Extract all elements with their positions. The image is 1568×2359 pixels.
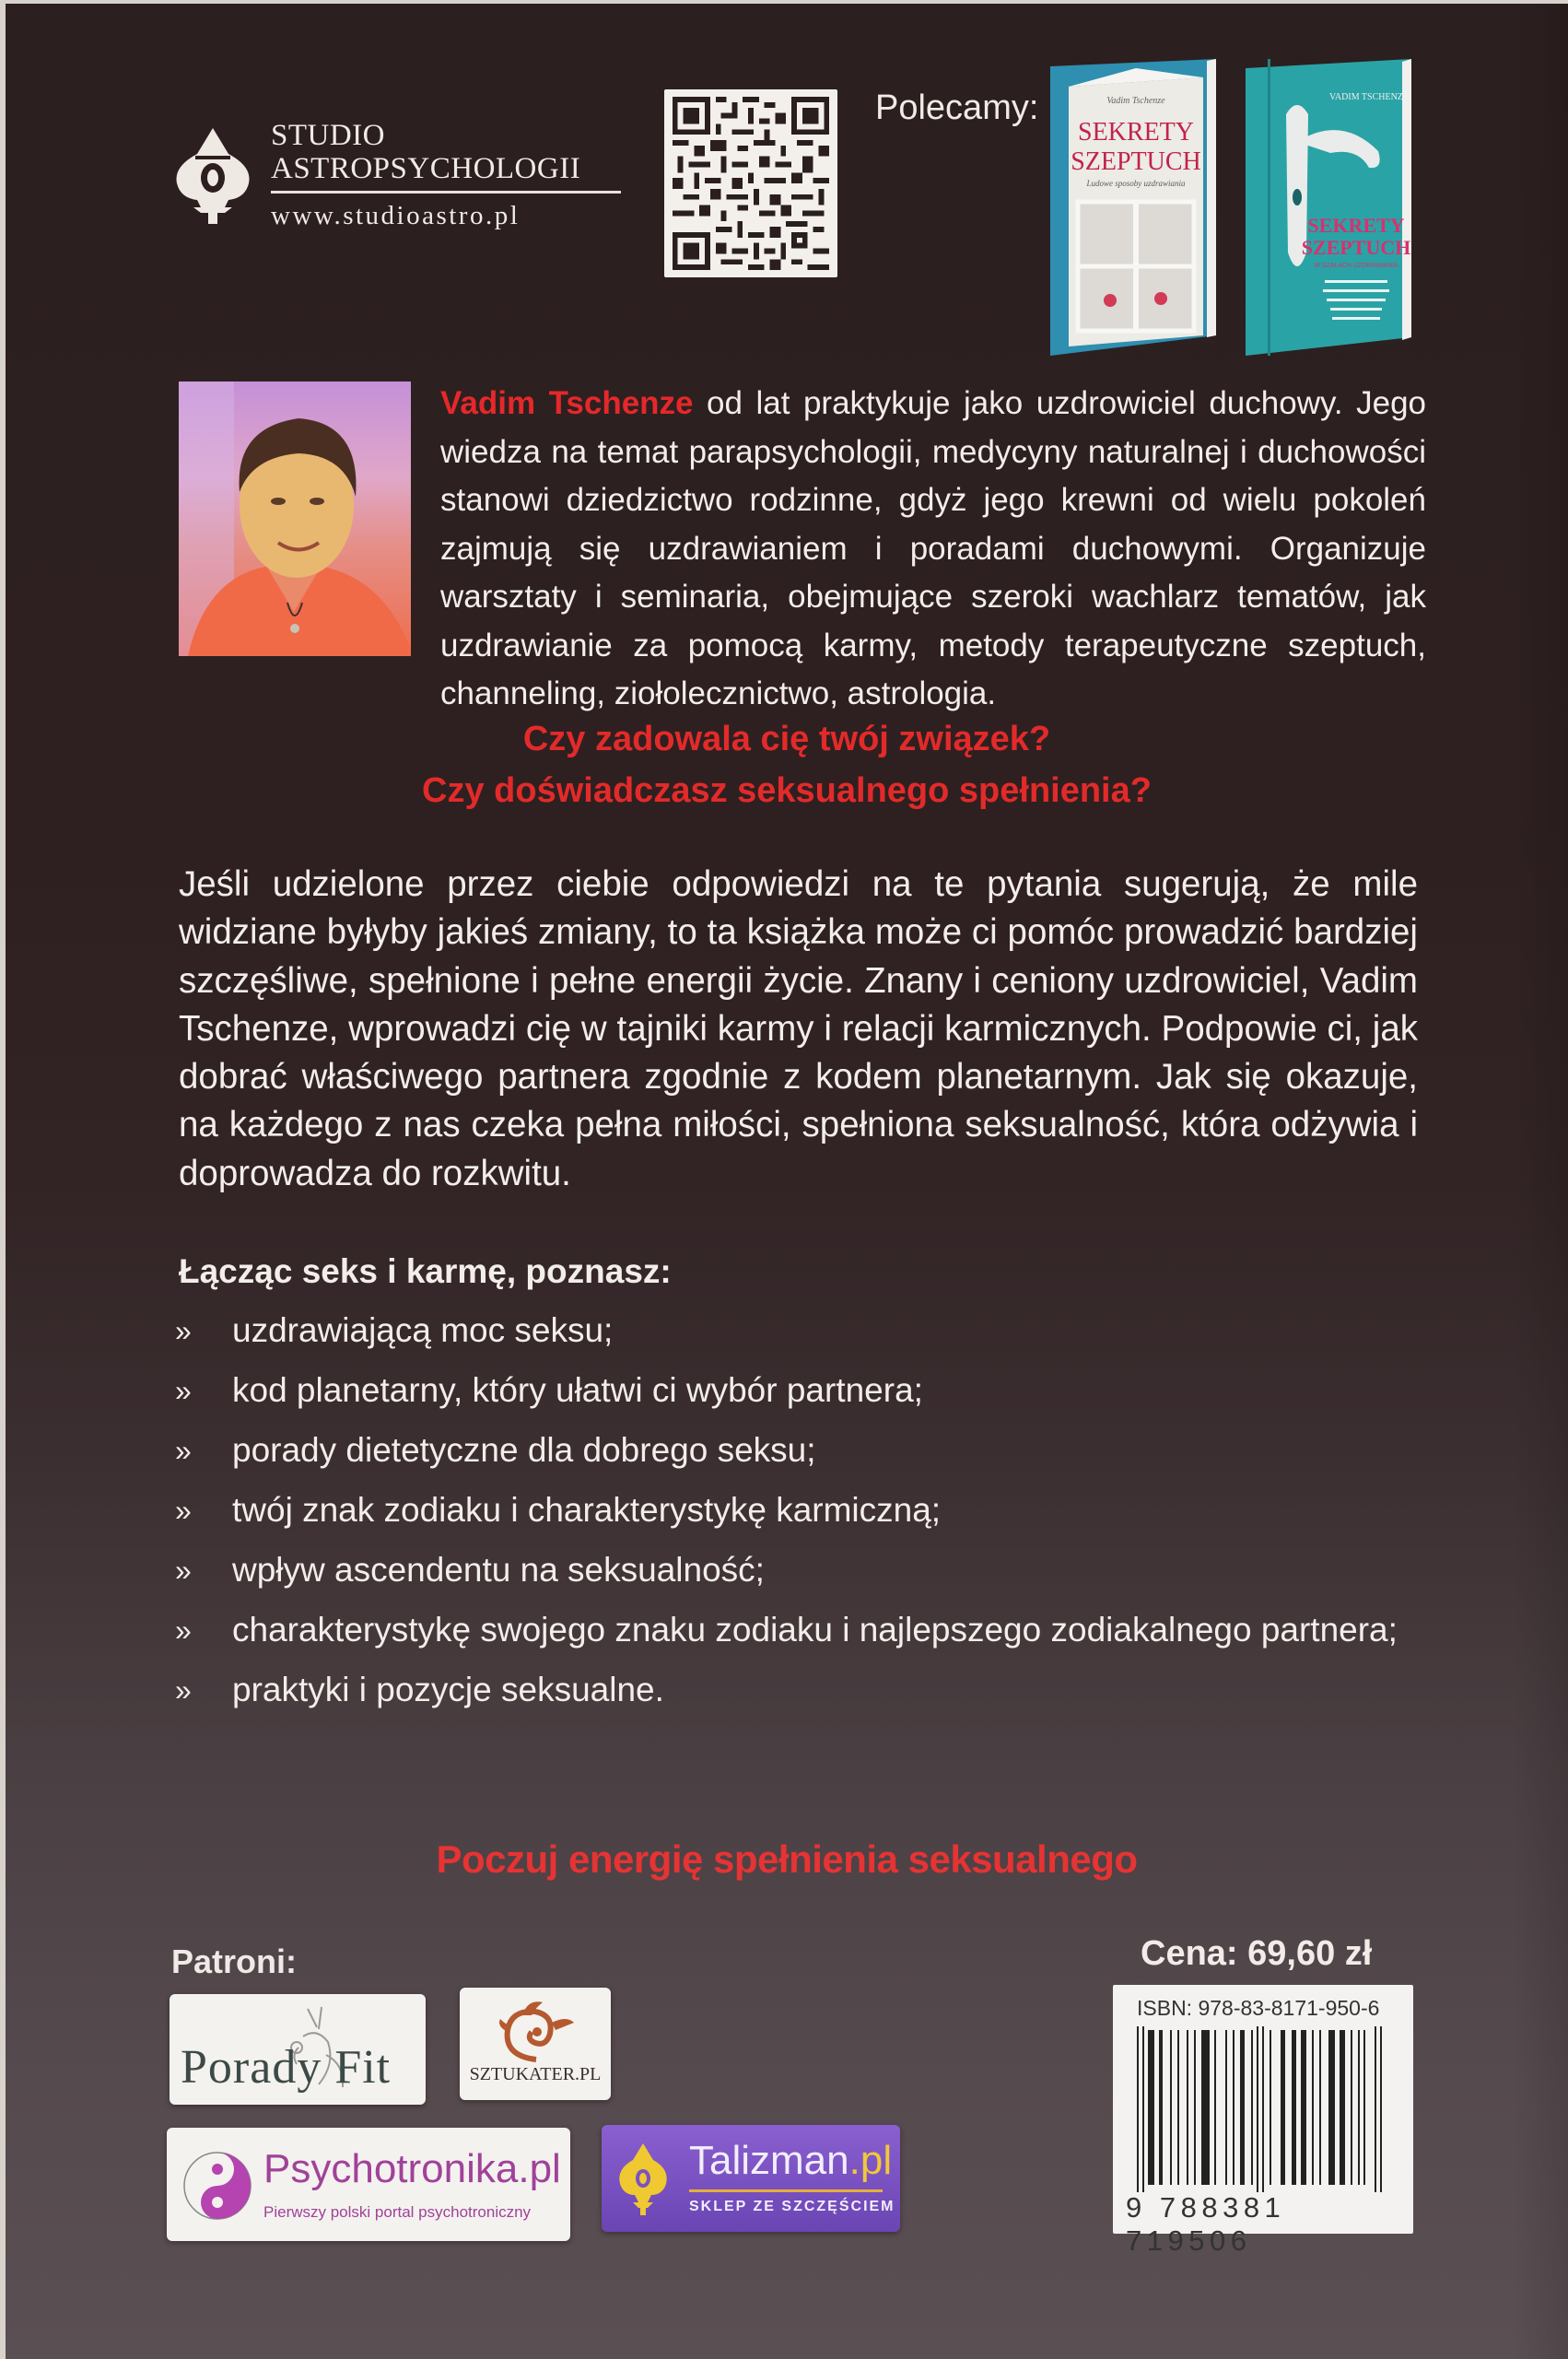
author-name: Vadim Tschenze (440, 385, 694, 421)
book1-title-2: SZEPTUCH (1071, 147, 1201, 176)
publisher-name-line1: STUDIO (271, 119, 385, 152)
bullet-icon: » (175, 1374, 192, 1407)
astro-drop-logo-icon (171, 124, 254, 226)
talizman-title: Talizman.pl (689, 2138, 893, 2183)
qr-code[interactable] (664, 89, 837, 277)
psychotronika-subtitle: Pierwszy polski portal psychotroniczny (263, 2203, 532, 2221)
sztukater-text: SZTUKATER.PL (469, 2064, 602, 2084)
book1-author: Vadim Tschenze (1106, 96, 1165, 106)
qr-code-icon (672, 97, 830, 270)
talizman-subtitle: SKLEP ZE SZCZĘŚCIEM (689, 2199, 895, 2214)
list-item: » charakterystykę swojego znaku zodiaku i najlepszego zodiakalnego partnera; (171, 1607, 1443, 1653)
barcode (1113, 1985, 1413, 2257)
book1-title-1: SEKRETY (1078, 118, 1194, 147)
question-2: Czy doświadczasz seksualnego spełnienia? (422, 771, 1152, 810)
bullet-icon: » (175, 1673, 192, 1707)
list-item: » wpływ ascendentu na seksualność; (171, 1547, 1443, 1593)
barcode-bars-icon (1133, 2026, 1391, 2192)
psychotronika-title: Psychotronika.pl (263, 2146, 561, 2191)
publisher-divider (271, 191, 621, 194)
bullet-icon: » (175, 1434, 192, 1467)
author-bio (440, 380, 1426, 719)
recommend-label: Polecamy: (875, 88, 1039, 127)
yin-yang-icon (181, 2150, 253, 2222)
tagline: Poczuj energię spełnienia seksualnego (436, 1837, 1138, 1881)
benefits-list (171, 1308, 1443, 1727)
isbn-text: ISBN: 978-83-8171-950-6 (1137, 1996, 1380, 2020)
question-1: Czy zadowala cię twój związek? (522, 720, 1051, 758)
ornament-icon (495, 1995, 578, 2063)
list-item: » porady dietetyczne dla dobrego seksu; (171, 1427, 1443, 1473)
bullet-icon: » (175, 1554, 192, 1587)
book-back-cover (6, 4, 1568, 2359)
list-item: » twój znak zodiaku i charakterystykę karmiczną; (171, 1487, 1443, 1533)
patron-porady-fit[interactable] (170, 1994, 426, 2105)
bullet-icon: » (175, 1494, 192, 1527)
patron-talizman[interactable] (602, 2125, 900, 2232)
list-item: » kod planetarny, który ułatwi ci wybór partnera; (171, 1367, 1443, 1414)
cover-shade (1513, 4, 1568, 2359)
patron-sztukater[interactable] (460, 1988, 611, 2100)
book1-subtitle: Ludowe sposoby uzdrawiania (1086, 179, 1186, 188)
recommended-book-1[interactable] (1041, 59, 1222, 356)
book2-title-1: SEKRETY (1307, 214, 1405, 237)
porady-fit-text: Porady Fit (181, 2041, 392, 2094)
publisher-url[interactable]: www.studioastro.pl (271, 201, 521, 230)
patron-psychotronika[interactable] (167, 2128, 570, 2241)
price-label: Cena: 69,60 zł (1141, 1934, 1373, 1973)
recommended-book-2[interactable] (1240, 59, 1421, 356)
talizman-logo-icon (614, 2142, 672, 2217)
talizman-divider (689, 2189, 883, 2192)
list-item: » uzdrawiającą moc seksu; (171, 1308, 1443, 1354)
author-bio-text: od lat praktykuje jako uzdrowiciel duchowy. Jego wiedza na temat parapsychologii, medycyny naturalnej i duchowości stanowi dziedzictwo rodzinne, gdyż jego krewni od wielu pokoleń zajmują się uzdrawianiem i poradami duchowymi. Organizuje warsztaty i seminaria, obejmujące szeroki wachlarz tematów, jak uzdrawianie za pomocą karmy, metody terapeutyczne szeptuch, channeling, ziołolecznictwo, astrologia. (440, 385, 1427, 711)
list-heading: Łącząc seks i karmę, poznasz: (179, 1252, 672, 1290)
ean-number: 9 788381 719506 (1126, 2191, 1286, 2257)
bullet-icon: » (175, 1614, 192, 1647)
publisher-name-line2: ASTROPSYCHOLOGII (271, 152, 581, 185)
book-description: Jeśli udzielone przez ciebie odpowiedzi na te pytania sugerują, że mile widziane byłyby jakieś zmiany, to ta książka może ci pomóc prowadzić bardziej szczęśliwe, spełnione i pełne energii życie. Znany i ceniony uzdrowiciel, Vadim Tschenze, wprowadzi cię w tajniki karmy i relacji karmicznych. Podpowie ci, jak dobrać właściwego partnera zgodnie z kodem planetarnym. Jak się okazuje, na każdego z nas czeka pełna miłości, spełniona seksualność, która odżywia i doprowadza do rozkwitu. (179, 864, 1418, 1193)
patrons-label: Patroni: (171, 1942, 298, 1980)
book2-title-2: SZEPTUCH (1301, 236, 1411, 259)
author-photo (179, 381, 411, 656)
book2-author: VADIM TSCHENZE (1328, 92, 1410, 102)
publisher-logo (171, 119, 621, 231)
book2-subtitle: W SZAŁACH UZDRAWIANIA (1314, 263, 1398, 269)
bullet-icon: » (175, 1314, 192, 1347)
questions-heading (6, 713, 1568, 816)
list-item: » praktyki i pozycje seksualne. (171, 1667, 1443, 1713)
